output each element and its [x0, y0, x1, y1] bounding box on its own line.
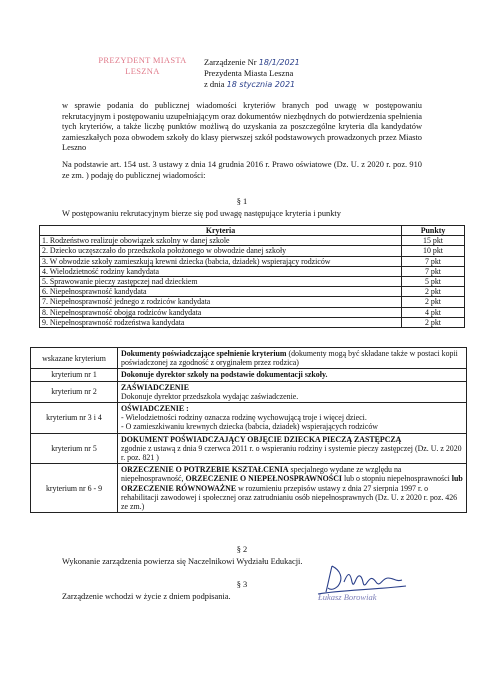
table-row [40, 266, 465, 276]
points: 2 pkt [402, 297, 465, 307]
table-row [40, 297, 465, 307]
header-line-3: z dnia 18 stycznia 2021 [204, 79, 296, 89]
document-header [204, 57, 300, 90]
table-row [40, 277, 465, 287]
criterion-document: Dokonuje dyrektor szkoły na podstawie dokumentacji szkoły. [118, 369, 467, 381]
table-row [40, 246, 465, 256]
section-2-text: Wykonanie zarządzenia powierza się Naczelnikowi Wydziału Edukacji. [62, 557, 303, 566]
stamp [95, 55, 190, 77]
criteria-table [39, 225, 465, 328]
points: 2 pkt [402, 287, 465, 297]
points: 5 pkt [402, 277, 465, 287]
section-3-text: Zarządzenie wchodzi w życie z dniem podpisania. [62, 592, 231, 601]
signature-name: Łukasz Borowiak [318, 592, 377, 602]
criterion-document: ZAŚWIADCZENIE Dokonuje dyrektor przedszkola wydając zaświadczenie. [118, 381, 467, 402]
criterion-label: kryterium nr 5 [31, 433, 118, 464]
criterion-label: kryterium nr 2 [31, 381, 118, 402]
points-header: Punkty [402, 226, 465, 236]
criterion: 6. Niepełnosprawność kandydata [40, 287, 402, 297]
criterion-label: kryterium nr 6 - 9 [31, 464, 118, 513]
table-row [31, 403, 467, 434]
points: 10 pkt [402, 246, 465, 256]
criterion-document: DOKUMENT POŚWIADCZAJĄCY OBJĘCIE DZIECKA PIECZĄ ZASTĘPCZĄ zgodnie z ustawą z dnia 9 czerwca 2011 r. o wspieraniu rodziny i systemie pieczy zastępczej (Dz. U. z 2020 r. poz. 821 ) [118, 433, 467, 464]
header-line-2: Prezydenta Miasta Leszna [204, 68, 294, 78]
criterion: 1. Rodzeństwo realizuje obowiązek szkolny w danej szkole [40, 236, 402, 246]
points: 7 pkt [402, 266, 465, 276]
table-row [31, 381, 467, 402]
documents-header-description: Dokumenty poświadczające spełnienie kryterium (dokumenty mogą być składane także w postaci kopii poświadczonej za zgodność z oryginałem przez rodzica) [118, 348, 467, 369]
table-row [40, 287, 465, 297]
table-row [31, 433, 467, 464]
criterion-document: ORZECZENIE O POTRZEBIE KSZTAŁCENIA specjalnego wydane ze względu na niepełnosprawność, ORZECZENIE O NIEPEŁNOSPRAWNOŚCI lub o stopniu niepełnosprawności lub ORZECZENIE RÓWNOWAŻNE w rozumieniu przepisów ustawy z dnia 27 sierpnia 1997 r. o rehabilitacji zawodowej i społecznej oraz zatrudnianiu osób niepełnosprawnych (Dz. U. z 2020 r. poz. 426 ze zm.) [118, 464, 467, 513]
points: 15 pkt [402, 236, 465, 246]
stamp-line-2: LESZNA [125, 66, 160, 76]
criterion: 8. Niepełnosprawność obojga rodziców kandydata [40, 307, 402, 317]
criterion: 9. Niepełnosprawność rodzeństwa kandydata [40, 317, 402, 327]
criterion: 7. Niepełnosprawność jednego z rodziców kandydata [40, 297, 402, 307]
intro-paragraph: w sprawie podania do publicznej wiadomości kryteriów branych pod uwagę w postępowaniu rekrutacyjnym i postępowaniu uzupełniającym oraz dokumentów niezbędnych do potwierdzenia spełnienia tych kryteriów, a także liczbę punktów możliwą do uzyskania za poszczególne kryteria dla kandydatów zamieszkałych poza obwodem szkoły do klasy pierwszej szkół podstawowych prowadzonych przez Miasto Leszno [62, 101, 422, 153]
section-1-heading: § 1 [236, 197, 248, 206]
criterion-document: OŚWIADCZENIE : - Wielodzietności rodziny oznacza rodzinę wychowującą troje i więcej dzieci. - O zamieszkiwaniu krewnych dziecka (babcia, dziadek) wspierających rodziców [118, 403, 467, 434]
legal-basis: Na podstawie art. 154 ust. 3 ustawy z dnia 14 grudnia 2016 r. Prawo oświatowe (Dz. U. z 2020 r. poz. 910 ze zm. ) podaję do publicznej wiadomości: [62, 160, 422, 180]
documents-table [30, 347, 467, 513]
header-line-1: Zarządzenie Nr 18/1/2021 [204, 57, 300, 67]
table-row [40, 317, 465, 327]
points: 2 pkt [402, 317, 465, 327]
table-row [31, 464, 467, 513]
points: 4 pkt [402, 307, 465, 317]
section-1-text: W postępowaniu rekrutacyjnym bierze się pod uwagę następujące kryteria i punkty [62, 209, 341, 218]
criterion: 2. Dziecko uczęszczało do przedszkola położonego w obwodzie danej szkoły [40, 246, 402, 256]
criteria-header: Kryteria [40, 226, 402, 236]
criterion: 3. W obwodzie szkoły zamieszkują krewni dziecka (babcia, dziadek) wspierający rodziców [40, 256, 402, 266]
stamp-line-1: PREZYDENT MIASTA [98, 55, 187, 65]
documents-header-criterion: wskazane kryterium [31, 348, 118, 369]
section-2-heading: § 2 [236, 545, 248, 554]
criterion: 5. Sprawowanie pieczy zastępczej nad dzieckiem [40, 277, 402, 287]
table-row [40, 256, 465, 266]
table-row [31, 369, 467, 381]
table-row [40, 236, 465, 246]
criterion-label: kryterium nr 3 i 4 [31, 403, 118, 434]
handwritten-date: 18 stycznia 2021 [226, 80, 296, 89]
table-row [31, 348, 467, 369]
section-3-heading: § 3 [236, 580, 248, 589]
criteria-header-row [40, 226, 465, 236]
criterion: 4. Wielodzietność rodziny kandydata [40, 266, 402, 276]
handwritten-number: 18/1/2021 [258, 58, 300, 67]
criterion-label: kryterium nr 1 [31, 369, 118, 381]
table-row [40, 307, 465, 317]
points: 7 pkt [402, 256, 465, 266]
